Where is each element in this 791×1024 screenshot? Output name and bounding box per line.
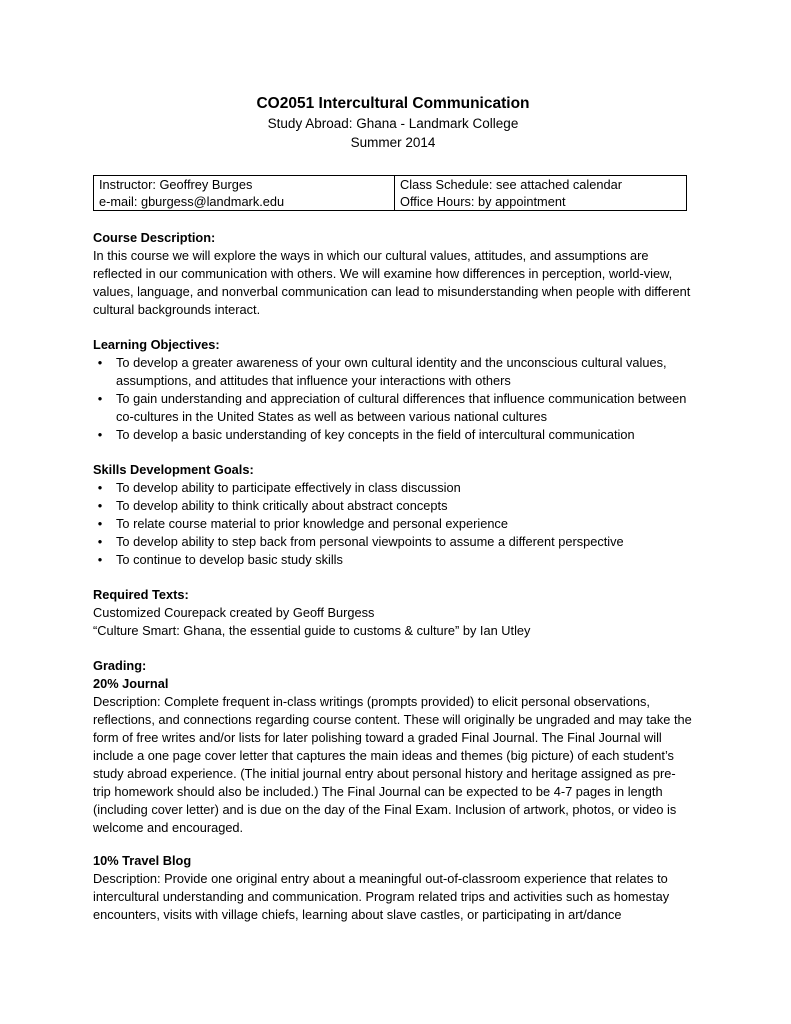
- journal-description: Description: Complete frequent in-class writings (prompts provided) to elicit personal observations, reflections, and connections regarding course content. These will originally be ungraded and may take the form of free writes and/or lists for later polishing toward a graded Final Journal. The Final Journal will include a one page cover letter that captures the main ideas and themes (big picture) of each student’s study abroad experience. (The initial journal entry about personal history and heritage assigned as pre-trip homework should also be included.) The Final Journal can be expected to be 4-7 pages in length (including cover letter) and is due on the day of the Final Exam. Inclusion of artwork, photos, or video is welcome and encouraged.: [93, 694, 692, 835]
- office-hours-text: Office Hours: by appointment: [400, 194, 566, 209]
- info-cell-left: [94, 176, 395, 211]
- schedule-text: Class Schedule: see attached calendar: [400, 177, 622, 192]
- list-item: [93, 533, 693, 551]
- bullet-icon: •: [97, 480, 103, 495]
- required-text-1: Customized Courepack created by Geoff Burgess: [93, 605, 375, 620]
- document-content: [93, 94, 693, 924]
- list-item-text: To develop a greater awareness of your own cultural identity and the unconscious cultural values, assumptions, and attitudes that influence your interactions with others: [116, 355, 667, 388]
- course-term: Summer 2014: [350, 135, 436, 150]
- skills-goals-heading: Skills Development Goals:: [93, 462, 254, 477]
- learning-objectives-heading: Learning Objectives:: [93, 337, 220, 352]
- list-item: [93, 551, 693, 569]
- travel-blog-section: [93, 852, 693, 924]
- bullet-icon: •: [97, 552, 103, 567]
- bullet-icon: •: [97, 534, 103, 549]
- list-item-text: To continue to develop basic study skills: [116, 552, 343, 567]
- list-item-text: To relate course material to prior knowledge and personal experience: [116, 516, 508, 531]
- bullet-icon: •: [97, 516, 103, 531]
- bullet-icon: •: [97, 391, 103, 406]
- bullet-icon: •: [97, 355, 103, 370]
- learning-objectives-section: [93, 336, 693, 444]
- travel-blog-heading: 10% Travel Blog: [93, 853, 192, 868]
- list-item: [93, 497, 693, 515]
- course-description-section: [93, 229, 693, 319]
- course-subtitle: Study Abroad: Ghana - Landmark College: [267, 116, 519, 131]
- required-text-2: “Culture Smart: Ghana, the essential guide to customs & culture” by Ian Utley: [93, 623, 531, 638]
- bullet-icon: •: [97, 498, 103, 513]
- list-item-text: To develop ability to participate effectively in class discussion: [116, 480, 461, 495]
- bullet-icon: •: [97, 427, 103, 442]
- list-item: [93, 354, 693, 390]
- info-cell-right: [395, 176, 687, 211]
- list-item: [93, 390, 693, 426]
- required-texts-section: [93, 586, 693, 640]
- list-item-text: To develop ability to think critically about abstract concepts: [116, 498, 448, 513]
- list-item-text: To develop ability to step back from personal viewpoints to assume a different perspective: [116, 534, 624, 549]
- travel-blog-description: Description: Provide one original entry about a meaningful out-of-classroom experience that relates to intercultural understanding and communication. Program related trips and activities such as homestay encounters, visits with village chiefs, learning about slave castles, or participating in art/dance: [93, 871, 670, 922]
- list-item-text: To develop a basic understanding of key concepts in the field of intercultural communication: [116, 427, 635, 442]
- grading-heading: Grading:: [93, 658, 147, 673]
- course-description-heading: Course Description:: [93, 230, 216, 245]
- list-item: [93, 515, 693, 533]
- list-item: [93, 426, 693, 444]
- instructor-text: Instructor: Geoffrey Burges: [99, 177, 253, 192]
- learning-objectives-list: [93, 354, 693, 444]
- course-description-body: In this course we will explore the ways in which our cultural values, attitudes, and assumptions are reflected in our communication with others. We will examine how differences in perception, world-view, values, language, and nonverbal communication can lead to misunderstanding when people with different cultural backgrounds interact.: [93, 248, 691, 317]
- list-item: [93, 479, 693, 497]
- required-texts-heading: Required Texts:: [93, 587, 189, 602]
- email-text: e-mail: gburgess@landmark.edu: [99, 194, 285, 209]
- skills-goals-section: [93, 461, 693, 569]
- grading-section: [93, 657, 693, 837]
- course-title: CO2051 Intercultural Communication: [256, 95, 530, 112]
- info-table: [93, 175, 687, 211]
- skills-goals-list: [93, 479, 693, 569]
- journal-heading: 20% Journal: [93, 676, 169, 691]
- list-item-text: To gain understanding and appreciation of cultural differences that influence communication between co-cultures in the United States as well as between various national cultures: [116, 391, 687, 424]
